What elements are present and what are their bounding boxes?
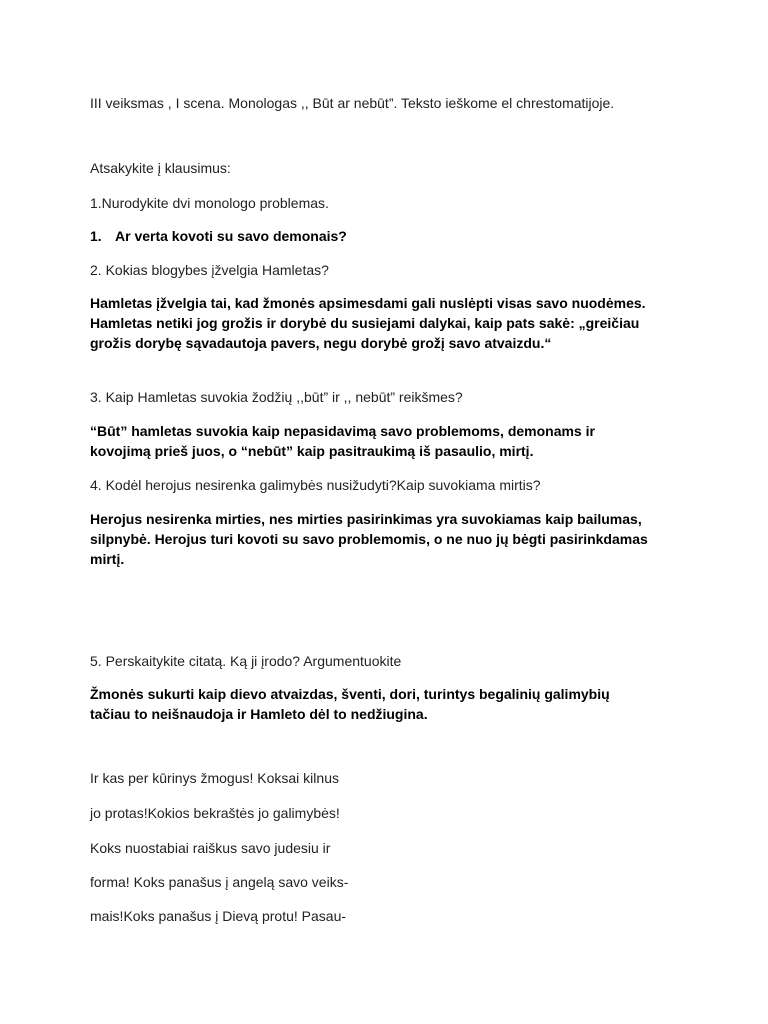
quote-line: mais!Koks panašus į Dievą protu! Pasau- xyxy=(90,908,347,924)
question-2: 2. Kokias blogybes įžvelgia Hamletas? xyxy=(90,262,329,278)
instruction-line: Atsakykite į klausimus: xyxy=(90,160,231,176)
answer-1-text: Ar verta kovoti su savo demonais? xyxy=(115,228,347,244)
answer-2: Hamletas įžvelgia tai, kad žmonės apsimesdami gali nuslėpti visas savo nuodėmes. Hamletas netiki jog grožis ir dorybė du susiejami dalykai, kaip pats sakė: „greičiau grožis dorybę sąvadautoja pavers, negu dorybė grožį savo atvaizdu.“ xyxy=(90,295,646,351)
question-5: 5. Perskaitykite citatą. Ką ji įrodo? Argumentuokite xyxy=(90,653,402,669)
answer-1-number: 1. xyxy=(90,228,102,244)
answer-1 xyxy=(90,226,347,246)
quote-line: forma! Koks panašus į angelą savo veiks- xyxy=(90,874,349,890)
quote-line: Ir kas per kūrinys žmogus! Koksai kilnus xyxy=(90,770,339,786)
question-1: 1.Nurodykite dvi monologo problemas. xyxy=(90,195,329,211)
quote-line: jo protas!Kokios bekraštės jo galimybės! xyxy=(90,805,340,821)
question-3: 3. Kaip Hamletas suvokia žodžių ,,būt” ir ,, nebūt” reikšmes? xyxy=(90,389,463,405)
answer-5: Žmonės sukurti kaip dievo atvaizdas, šventi, dori, turintys begalinių galimybių tačiau to neišnaudoja ir Hamleto dėl to nedžiugina. xyxy=(90,686,610,722)
intro-line: III veiksmas , I scena. Monologas ,, Būt ar nebūt”. Teksto ieškome el chrestomatijoje. xyxy=(90,95,615,111)
question-4: 4. Kodėl herojus nesirenka galimybės nusižudyti?Kaip suvokiama mirtis? xyxy=(90,477,541,493)
quote-line: Koks nuostabiai raiškus savo judesiu ir xyxy=(90,840,331,856)
answer-3: “Būt” hamletas suvokia kaip nepasidavimą savo problemoms, demonams ir kovojimą prieš juos, o “nebūt” kaip pasitraukimą iš pasaulio, mirtį. xyxy=(90,423,595,459)
answer-4: Herojus nesirenka mirties, nes mirties pasirinkimas yra suvokiamas kaip bailumas, silpnybė. Herojus turi kovoti su savo problemomis, o ne nuo jų bėgti pasirinkdamas mirtį. xyxy=(90,511,648,567)
